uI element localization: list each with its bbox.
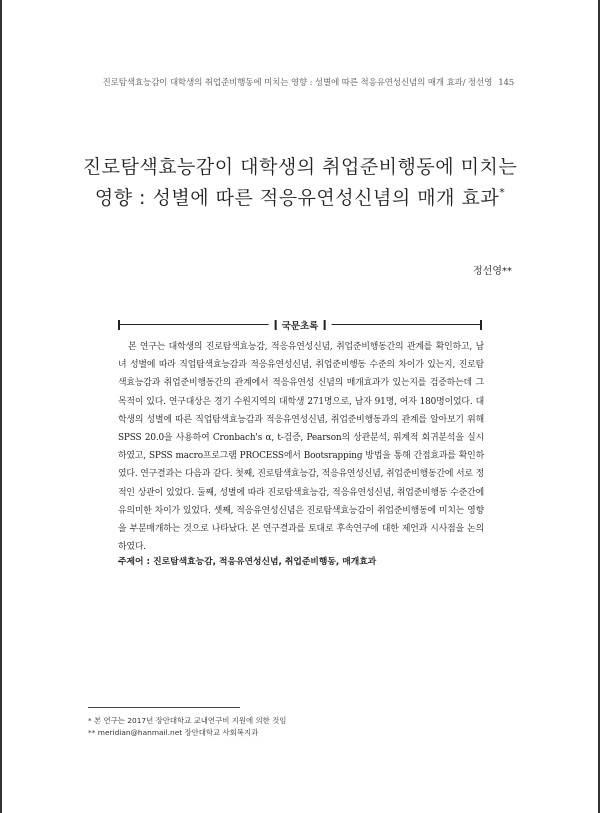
page-number: 145 bbox=[498, 78, 514, 88]
heading-mark-right bbox=[323, 320, 325, 330]
heading-rule-end-left bbox=[118, 320, 120, 330]
title-line-2-text: 영향 : 성별에 따른 적응유연성신념의 매개 효과 bbox=[94, 187, 500, 209]
title-line-1: 진로탐색효능감이 대학생의 취업준비행동에 미치는 bbox=[82, 156, 518, 178]
author-name: 정선영** bbox=[473, 266, 512, 277]
keywords: 주제어 : 진로탐색효능감, 적응유연성신념, 취업준비행동, 매개효과 bbox=[118, 557, 377, 567]
abstract-heading-bar bbox=[118, 319, 482, 331]
footnote-divider bbox=[88, 707, 240, 708]
heading-label-wrap bbox=[269, 318, 332, 332]
running-title: 진로탐색효능감이 대학생의 취업준비행동에 미치는 영향 : 성별에 따른 적응유연성신념의 매개 효과/ 정선영 bbox=[102, 78, 493, 88]
heading-rule-end-right bbox=[480, 320, 482, 330]
abstract-body: 본 연구는 대학생의 진로탐색효능감, 적응유연성신념, 취업준비행동간의 관계를 확인하고, 남녀 성별에 따라 직업탐색효능감과 적응유연성신념, 취업준비행동 수준의 차이가 있는지, 진로탐색효능감과 취업준비행동간의 관계에서 적응유연성 신념의 매개효과가 있는지를 검증하는데 그 목적이 있다. 연구대상은 경기 수원지역의 대학생 271명으로, 남자 91명, 여자 180명이었다. 대학생의 성별에 따른 직업탐색효능감과 적응유연성신념, 취업준비행동과의 관계를 알아보기 위해 SPSS 20.0을 사용하여 Cronbach's α, t-검증, Pearson의 상관분석, 위계적 회귀분석을 실시하였고, SPSS macro프로그램 PROCESS에서 Bootsrapping 방법을 통해 간접효과를 확인하였다. 연구결과는 다음과 같다. 첫째, 진로탐색효능감, 적응유연성신념, 취업준비행동간에 서로 정적인 상관이 있었다. 둘째, 성별에 따라 진로탐색효능감, 적응유연성신념, 취업준비행동 수준간에 유의미한 차이가 있었다. 셋째, 적응유연성신념은 진로탐색효능감이 취업준비행동에 미치는 영향을 부분매개하는 것으로 나타났다. 본 연구결과를 토대로 후속연구에 대한 제언과 시사점을 논의하였다. bbox=[118, 342, 484, 553]
paper-title bbox=[40, 152, 560, 214]
abstract-heading: 국문초록 bbox=[281, 321, 319, 332]
footnote-author: ** meridian@hanmail.net 장안대학교 사회복지과 bbox=[88, 728, 259, 737]
page-edge-left bbox=[0, 0, 2, 813]
running-header bbox=[60, 76, 514, 88]
title-footnote-marker: * bbox=[499, 186, 506, 199]
title-line-2 bbox=[40, 183, 560, 214]
footnote-funding: * 본 연구는 2017년 장안대학교 교내연구비 지원에 의한 것임 bbox=[88, 716, 287, 725]
